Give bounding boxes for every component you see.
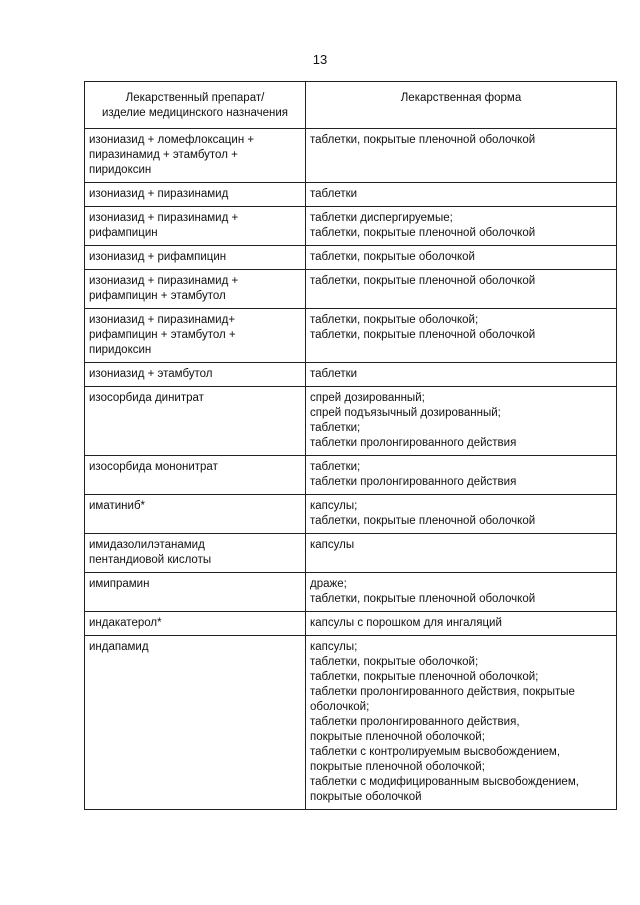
dosage-form-cell <box>306 636 617 810</box>
cell-line: драже; <box>310 578 347 590</box>
drug-name-cell <box>85 636 306 810</box>
cell-line: таблетки, покрытые пленочной оболочкой <box>310 593 536 605</box>
cell-line: таблетки; <box>310 461 361 473</box>
table-row <box>85 636 617 810</box>
dosage-form-cell <box>306 534 617 573</box>
cell-line: изосорбида мононитрат <box>89 461 218 473</box>
cell-line: рифампицин <box>89 227 158 239</box>
cell-line: таблетки <box>310 188 358 200</box>
table-row <box>85 270 617 309</box>
cell-line: таблетки пролонгированного действия <box>310 437 517 449</box>
cell-line: таблетки <box>310 368 358 380</box>
cell-line: изониазид + этамбутол <box>89 368 213 380</box>
drug-name-cell <box>85 387 306 456</box>
cell-line: таблетки с модифицированным высвобождением, <box>310 776 579 788</box>
table-body <box>85 129 617 810</box>
cell-line: Лекарственный препарат/ <box>125 92 265 104</box>
table-row <box>85 129 617 183</box>
cell-line: таблетки, покрытые оболочкой <box>310 251 475 263</box>
cell-line: таблетки диспергируемые; <box>310 212 453 224</box>
cell-line: изониазид + пиразинамид <box>89 188 229 200</box>
cell-line: оболочкой; <box>310 701 370 713</box>
drug-name-cell <box>85 363 306 387</box>
cell-line: изониазид + пиразинамид + <box>89 212 239 224</box>
drug-name-cell <box>85 573 306 612</box>
dosage-form-cell <box>306 270 617 309</box>
cell-line: имипрамин <box>89 578 150 590</box>
table-row <box>85 456 617 495</box>
table-row <box>85 573 617 612</box>
cell-line: таблетки; <box>310 422 361 434</box>
cell-line: пентандиовой кислоты <box>89 554 212 566</box>
dosage-form-cell <box>306 183 617 207</box>
cell-line: рифампицин + этамбутол <box>89 290 226 302</box>
cell-line: покрытые пленочной оболочкой; <box>310 731 485 743</box>
cell-line: имидазолилэтанамид <box>89 539 205 551</box>
cell-line: таблетки, покрытые пленочной оболочкой <box>310 329 536 341</box>
cell-line: спрей дозированный; <box>310 392 425 404</box>
cell-line: изделие медицинского назначения <box>101 107 289 119</box>
cell-line: капсулы; <box>310 500 358 512</box>
cell-line: изосорбида динитрат <box>89 392 204 404</box>
table-row <box>85 309 617 363</box>
drug-name-cell <box>85 309 306 363</box>
table-row <box>85 495 617 534</box>
cell-line: капсулы; <box>310 641 358 653</box>
dosage-form-cell <box>306 387 617 456</box>
cell-line: пиразинамид + этамбутол + <box>89 149 238 161</box>
table-row <box>85 183 617 207</box>
cell-line: капсулы <box>310 539 355 551</box>
dosage-form-cell <box>306 612 617 636</box>
drug-name-cell <box>85 534 306 573</box>
cell-line: рифампицин + этамбутол + <box>89 329 236 341</box>
drug-name-cell <box>85 183 306 207</box>
dosage-form-cell <box>306 363 617 387</box>
cell-line: изониазид + пиразинамид + <box>89 275 239 287</box>
header-drug-name <box>85 82 306 129</box>
cell-line: индапамид <box>89 641 149 653</box>
cell-line: таблетки, покрытые оболочкой; <box>310 314 479 326</box>
cell-line: таблетки, покрытые пленочной оболочкой <box>310 134 536 146</box>
cell-line: капсулы с порошком для ингаляций <box>310 617 502 629</box>
table-row <box>85 207 617 246</box>
cell-line: индакатерол* <box>89 617 162 629</box>
cell-line: таблетки, покрытые оболочкой; <box>310 656 479 668</box>
cell-line: изониазид + пиразинамид+ <box>89 314 236 326</box>
drug-name-cell <box>85 246 306 270</box>
dosage-form-cell <box>306 495 617 534</box>
dosage-form-cell <box>306 246 617 270</box>
cell-line: таблетки, покрытые пленочной оболочкой <box>310 227 536 239</box>
page-number: 13 <box>312 52 328 67</box>
cell-line: изониазид + рифампицин <box>89 251 227 263</box>
drug-name-cell <box>85 129 306 183</box>
cell-line: покрытые пленочной оболочкой; <box>310 761 485 773</box>
cell-line: спрей подъязычный дозированный; <box>310 407 501 419</box>
table-row <box>85 387 617 456</box>
cell-line: покрытые оболочкой <box>310 791 422 803</box>
dosage-form-cell <box>306 309 617 363</box>
drug-name-cell <box>85 612 306 636</box>
cell-line: таблетки пролонгированного действия <box>310 476 517 488</box>
dosage-form-cell <box>306 129 617 183</box>
dosage-form-cell <box>306 573 617 612</box>
cell-line: таблетки пролонгированного действия, покрытые <box>310 686 575 698</box>
cell-line: таблетки с контролируемым высвобождением, <box>310 746 561 758</box>
dosage-form-cell <box>306 207 617 246</box>
cell-line: таблетки, покрытые пленочной оболочкой <box>310 515 536 527</box>
cell-line: Лекарственная форма <box>400 92 522 104</box>
drug-name-cell <box>85 207 306 246</box>
drug-name-cell <box>85 270 306 309</box>
drug-name-cell <box>85 495 306 534</box>
header-dosage-form <box>306 82 617 129</box>
cell-line: таблетки, покрытые пленочной оболочкой <box>310 275 536 287</box>
cell-line: таблетки, покрытые пленочной оболочкой; <box>310 671 539 683</box>
cell-line: пиридоксин <box>89 344 152 356</box>
table-row <box>85 246 617 270</box>
cell-line: таблетки пролонгированного действия, <box>310 716 520 728</box>
cell-line: изониазид + ломефлоксацин + <box>89 134 255 146</box>
table-row <box>85 534 617 573</box>
table-header-row <box>85 82 617 129</box>
drug-name-cell <box>85 456 306 495</box>
cell-line: иматиниб* <box>89 500 146 512</box>
cell-line: пиридоксин <box>89 164 152 176</box>
table-row <box>85 363 617 387</box>
table-row <box>85 612 617 636</box>
dosage-form-cell <box>306 456 617 495</box>
drug-table <box>84 81 617 810</box>
